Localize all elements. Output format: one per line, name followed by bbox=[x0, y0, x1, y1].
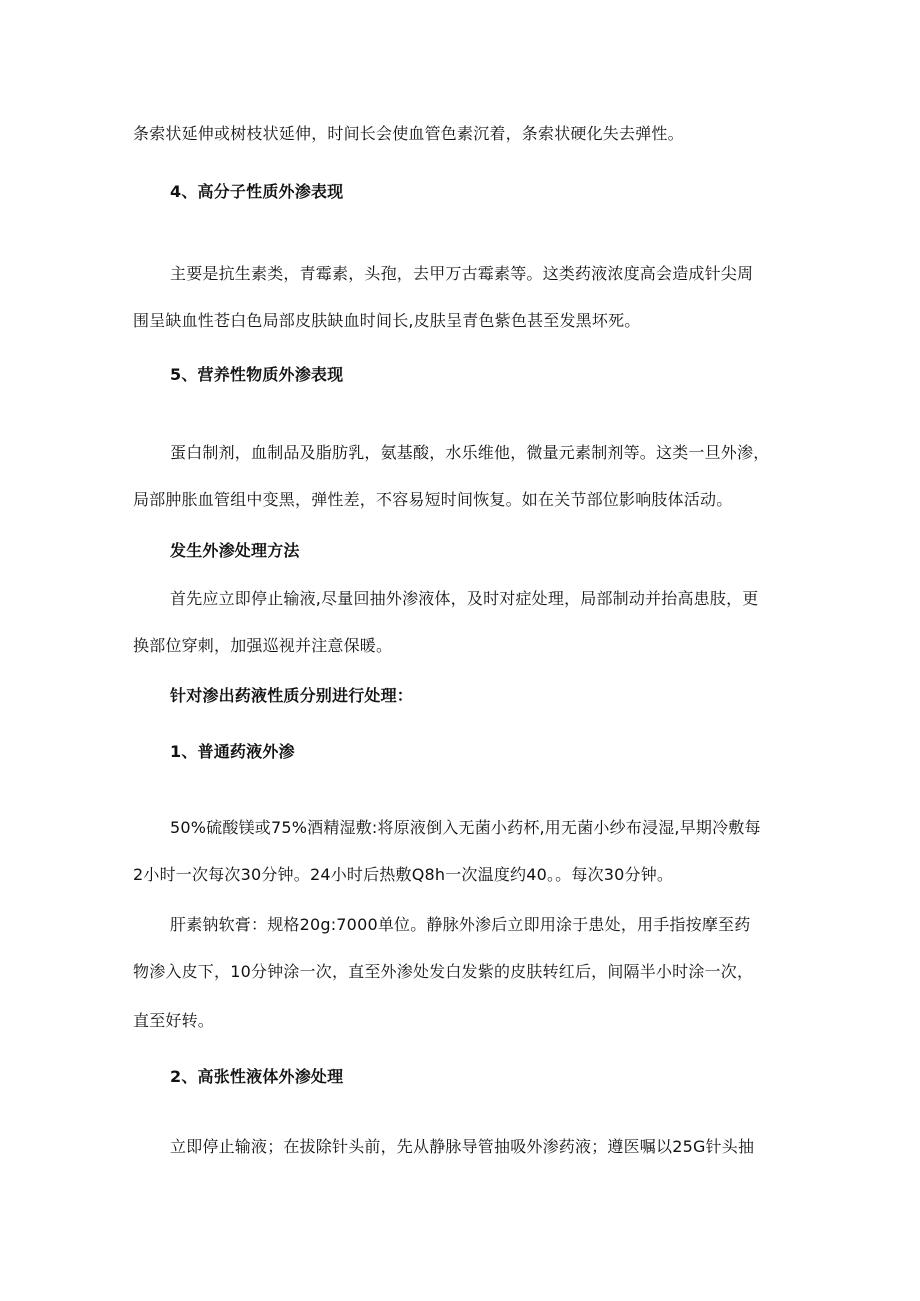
section-heading: 1、普通药液外渗 bbox=[170, 742, 295, 761]
section-heading: 2、高张性液体外渗处理 bbox=[170, 1067, 344, 1086]
body-text-line: 50%硫酸镁或75%酒精湿敷:将原液倒入无菌小药杯,用无菌小纱布浸湿,早期冷敷每 bbox=[170, 818, 761, 837]
body-text-line: 条索状延伸或树枝状延伸，时间长会使血管色素沉着，条索状硬化失去弹性。 bbox=[133, 124, 684, 143]
body-text-line: 首先应立即停止输液,尽量回抽外渗液体，及时对症处理，局部制动并抬高患肢，更 bbox=[170, 589, 759, 608]
body-text-line: 物渗入皮下，10分钟涂一次，直至外渗处发白发紫的皮肤转红后，间隔半小时涂一次， bbox=[133, 962, 754, 981]
body-text-line: 主要是抗生素类，青霉素，头孢，去甲万古霉素等。这类药液浓度高会造成针尖周 bbox=[170, 264, 754, 283]
body-text-line: 立即停止输液；在拔除针头前，先从静脉导管抽吸外渗药液；遵医嘱以25G针头抽 bbox=[170, 1137, 755, 1156]
body-text-line: 换部位穿刺，加强巡视并注意保暖。 bbox=[133, 636, 393, 655]
section-heading: 5、营养性物质外渗表现 bbox=[170, 365, 344, 384]
section-heading: 发生外渗处理方法 bbox=[170, 541, 300, 560]
body-text-line: 蛋白制剂，血制品及脂肪乳，氨基酸，水乐维他，微量元素制剂等。这类一旦外渗， bbox=[170, 443, 770, 462]
body-text-line: 2小时一次每次30分钟。24小时后热敷Q8h一次温度约40。。每次30分钟。 bbox=[133, 865, 674, 884]
section-heading: 4、高分子性质外渗表现 bbox=[170, 182, 344, 201]
body-text-line: 肝素钠软膏：规格20g:7000单位。静脉外渗后立即用涂于患处，用手指按摩至药 bbox=[170, 915, 751, 934]
body-text-line: 围呈缺血性苍白色局部皮肤缺血时间长,皮肤呈青色紫色甚至发黑坏死。 bbox=[133, 311, 641, 330]
body-text-line: 直至好转。 bbox=[133, 1011, 215, 1030]
body-text-line: 局部肿胀血管组中变黑，弹性差，不容易短时间恢复。如在关节部位影响肢体活动。 bbox=[133, 490, 733, 509]
section-heading: 针对渗出药液性质分别进行处理： bbox=[170, 686, 414, 705]
